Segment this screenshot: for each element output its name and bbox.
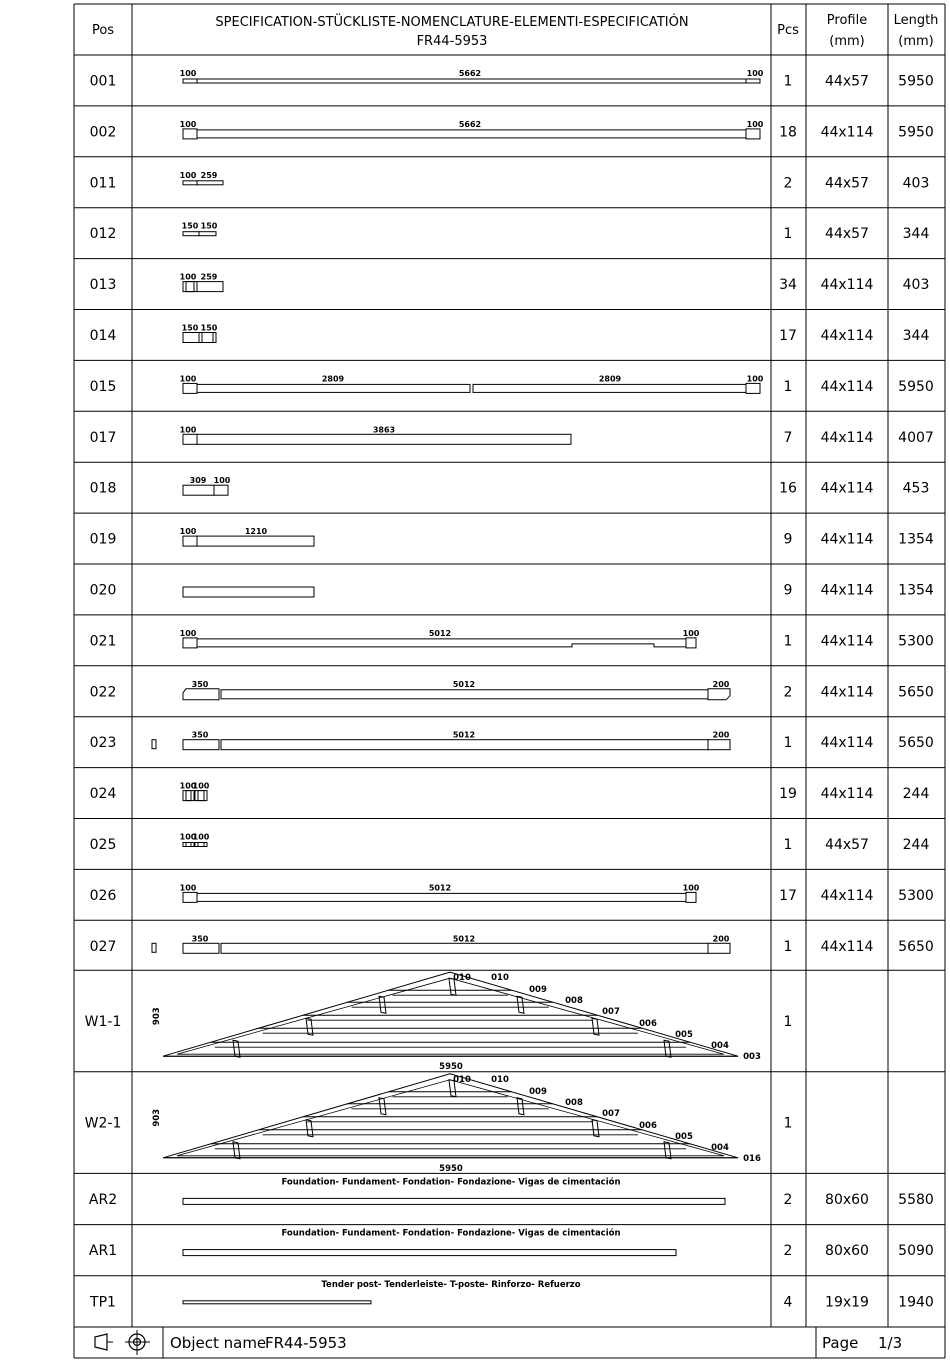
truss-member-label: 009 <box>529 1086 547 1097</box>
table-row <box>74 513 945 547</box>
member-segment <box>183 536 197 546</box>
header-profile-unit: (mm) <box>829 34 865 49</box>
row-profile: 44x57 <box>825 73 869 90</box>
truss-member-label: 006 <box>639 1019 657 1030</box>
member-segment <box>183 892 197 902</box>
table-row <box>74 462 945 496</box>
member-segment <box>214 485 228 495</box>
row-pos: 015 <box>89 378 117 395</box>
member-segment <box>197 130 746 138</box>
dimension-label: 350 <box>191 730 209 740</box>
row-profile: 44x114 <box>820 429 874 446</box>
member-segment <box>202 333 213 343</box>
table-row-wall <box>74 970 945 1072</box>
dimension-label: 200 <box>712 934 730 944</box>
member-segment <box>183 282 197 292</box>
truss-member-label: 009 <box>529 985 547 996</box>
dimension-label: 2809 <box>321 374 345 384</box>
truss-member-label: 005 <box>675 1030 693 1041</box>
row-length: 244 <box>902 836 930 853</box>
crosshair-icon <box>125 1330 150 1355</box>
row-pos: 011 <box>89 175 117 192</box>
dimension-label: 150 <box>181 221 199 231</box>
member-segment <box>686 638 696 648</box>
truss-post <box>664 1142 671 1159</box>
row-pcs: 9 <box>783 531 793 548</box>
member-segment <box>152 740 156 749</box>
dimension-label: 100 <box>179 69 197 78</box>
table-row <box>74 819 945 853</box>
member-segment <box>221 740 708 750</box>
row-length: 5300 <box>898 633 934 650</box>
table-row <box>74 615 945 649</box>
table-row <box>74 411 945 445</box>
member-segment <box>746 129 760 139</box>
dimension-label: 150 <box>200 323 218 333</box>
member-segment <box>197 282 223 292</box>
member-segment <box>197 434 571 444</box>
row-pos: 020 <box>89 582 117 599</box>
truss-height-label: 903 <box>152 1108 162 1127</box>
truss-member-label: 007 <box>602 1108 620 1119</box>
dimension-label: 5012 <box>452 934 476 944</box>
dimension-label: 5662 <box>458 69 482 78</box>
row-pcs: 1 <box>783 378 793 395</box>
truss-member-label: 010 <box>453 973 471 984</box>
truss-post <box>379 1098 386 1115</box>
truss-post <box>306 1018 313 1035</box>
row-pcs: 1 <box>783 1014 793 1030</box>
row-length: 1354 <box>898 531 934 548</box>
table-row <box>74 310 945 344</box>
row-pcs: 1 <box>783 938 793 955</box>
row-profile: 44x114 <box>820 480 874 497</box>
row-caption: Foundation- Fundament- Fondation- Fondazione- Vigas de cimentación <box>281 1177 621 1188</box>
truss-member-label: 003 <box>743 1052 761 1063</box>
dimension-label: 259 <box>200 170 218 180</box>
row-caption: Tender post- Tenderleiste- T-poste- Rinforzo- Refuerzo <box>321 1279 581 1290</box>
dimension-label: 100 <box>179 272 197 282</box>
row-pos: 002 <box>89 124 117 141</box>
truss-post <box>379 996 386 1013</box>
header-object-code: FR44-5953 <box>416 34 488 49</box>
member-segment <box>197 536 314 546</box>
dimension-label: 100 <box>179 628 197 638</box>
row-pcs: 4 <box>783 1294 793 1311</box>
dimension-label: 100 <box>179 781 197 791</box>
truss-width-label: 5950 <box>439 1163 463 1174</box>
row-length: 1354 <box>898 582 934 599</box>
row-pos: 025 <box>89 836 117 853</box>
dimension-label: 200 <box>712 730 730 740</box>
member-segment <box>183 181 197 185</box>
header-profile: Profile <box>826 13 868 28</box>
truss-member-label: 016 <box>743 1153 761 1164</box>
row-pcs: 1 <box>783 73 793 90</box>
member-segment <box>183 434 197 444</box>
dimension-label: 5662 <box>458 119 482 129</box>
row-profile: 19x19 <box>825 1294 869 1311</box>
row-pos: 017 <box>89 429 117 446</box>
row-pcs: 2 <box>783 1192 793 1208</box>
member-segment <box>183 232 199 236</box>
truss-post <box>233 1142 240 1159</box>
truss-drawing <box>152 972 761 1062</box>
truss-height-label: 903 <box>152 1007 162 1026</box>
row-pos: 027 <box>89 938 117 955</box>
truss-member-label: 010 <box>491 973 509 984</box>
dimension-label: 100 <box>746 119 764 129</box>
row-length: 4007 <box>898 429 934 446</box>
member-segment <box>183 333 199 343</box>
member-segment <box>746 383 760 393</box>
dimension-label: 5012 <box>428 628 452 638</box>
dimension-label: 100 <box>192 832 210 842</box>
dimension-label: 100 <box>682 628 700 638</box>
table-row <box>74 1276 945 1311</box>
dimension-label: 3863 <box>372 425 396 435</box>
row-profile: 44x114 <box>820 582 874 599</box>
member-segment <box>746 79 760 83</box>
dimension-label: 5012 <box>452 730 476 740</box>
member-segment <box>183 1301 371 1304</box>
member-segment <box>183 1198 725 1204</box>
header-title: SPECIFICATION-STÜCKLISTE-NOMENCLATURE-ELEMENTI-ESPECIFICATIÓN <box>215 15 689 30</box>
table-row <box>74 666 945 700</box>
dimension-label: 100 <box>746 374 764 384</box>
truss-post <box>592 1120 599 1137</box>
dimension-label: 100 <box>179 832 197 842</box>
dimension-label: 100 <box>746 69 764 78</box>
member-segment <box>221 943 708 953</box>
row-pos: 021 <box>89 633 117 650</box>
row-pcs: 17 <box>779 887 797 904</box>
member-segment <box>197 639 686 647</box>
row-pcs: 1 <box>783 1115 793 1132</box>
member-segment <box>183 1250 676 1256</box>
dimension-label: 100 <box>213 476 231 486</box>
truss-outline <box>163 972 738 1056</box>
object-name-value: FR44-5953 <box>265 1334 347 1352</box>
truss-member-label: 004 <box>711 1041 729 1052</box>
dimension-label: 2809 <box>598 374 622 384</box>
member-segment <box>186 843 191 847</box>
table-row <box>74 259 945 293</box>
row-pos: 013 <box>89 277 117 294</box>
row-length: 5650 <box>898 938 934 955</box>
member-segment <box>195 843 207 847</box>
member-segment <box>708 943 730 953</box>
dimension-label: 200 <box>712 679 730 689</box>
row-length: 5090 <box>898 1243 934 1260</box>
member-segment <box>183 587 314 597</box>
member-segment <box>183 943 219 953</box>
projection-icon <box>95 1334 113 1350</box>
row-profile: 44x114 <box>820 277 874 294</box>
row-pcs: 2 <box>783 1243 793 1260</box>
row-profile: 44x114 <box>820 887 874 904</box>
truss-post <box>592 1018 599 1035</box>
row-pcs: 1 <box>783 735 793 752</box>
row-pos: 022 <box>89 684 117 701</box>
row-pos: 026 <box>89 887 117 904</box>
row-length: 5950 <box>898 378 934 395</box>
truss-post <box>233 1040 240 1057</box>
dimension-label: 100 <box>179 170 197 180</box>
member-segment <box>198 843 204 847</box>
dimension-label: 100 <box>179 374 197 384</box>
row-length: 453 <box>902 480 930 497</box>
table-row <box>74 106 945 140</box>
row-pcs: 2 <box>783 684 793 701</box>
row-pos: AR1 <box>88 1243 118 1260</box>
member-segment <box>183 129 197 139</box>
truss-drawing <box>152 1074 761 1164</box>
truss-member-label: 010 <box>491 1074 509 1085</box>
row-pos: 012 <box>89 226 117 243</box>
member-segment <box>473 384 746 392</box>
title-block <box>95 1330 902 1355</box>
dimension-label: 350 <box>191 679 209 689</box>
member-segment <box>195 791 207 801</box>
truss-member-label: 005 <box>675 1131 693 1142</box>
row-length: 5950 <box>898 73 934 90</box>
row-profile: 44x114 <box>820 327 874 344</box>
dimension-label: 150 <box>181 323 199 333</box>
table-row <box>74 1173 945 1208</box>
member-segment <box>199 232 216 236</box>
member-segment <box>183 689 219 700</box>
member-segment <box>186 791 191 801</box>
row-pcs: 9 <box>783 582 793 599</box>
row-pos: W2-1 <box>84 1115 122 1132</box>
row-pos: TP1 <box>90 1294 116 1311</box>
row-pos: 014 <box>89 327 117 344</box>
dimension-label: 150 <box>200 221 218 231</box>
truss-member-label: 008 <box>565 996 583 1007</box>
row-length: 5650 <box>898 735 934 752</box>
member-segment <box>221 690 708 699</box>
member-segment <box>183 843 194 847</box>
row-pos: 023 <box>89 735 117 752</box>
member-segment <box>183 638 197 648</box>
table-row <box>74 717 945 751</box>
truss-member-label: 007 <box>602 1007 620 1018</box>
truss-post <box>664 1040 671 1057</box>
row-pcs: 2 <box>783 175 793 192</box>
dimension-label: 100 <box>192 781 210 791</box>
member-segment <box>197 893 686 901</box>
row-profile: 44x114 <box>820 735 874 752</box>
truss-member-label: 004 <box>711 1142 729 1153</box>
row-profile: 44x114 <box>820 684 874 701</box>
row-profile: 44x57 <box>825 836 869 853</box>
row-profile: 44x114 <box>820 124 874 141</box>
dimension-label: 100 <box>682 883 700 893</box>
row-caption: Foundation- Fundament- Fondation- Fondazione- Vigas de cimentación <box>281 1228 621 1239</box>
row-pos: 001 <box>89 73 117 90</box>
row-pos: AR2 <box>88 1192 118 1208</box>
member-segment <box>183 740 219 750</box>
row-length: 403 <box>902 175 930 192</box>
truss-post <box>306 1120 313 1137</box>
row-length: 344 <box>902 327 930 344</box>
row-pcs: 19 <box>779 786 797 803</box>
row-pos: 024 <box>89 786 117 803</box>
header-length-unit: (mm) <box>898 34 934 49</box>
row-pcs: 1 <box>783 836 793 853</box>
header-pos: Pos <box>91 23 115 38</box>
table-row <box>74 157 945 191</box>
truss-member-label: 010 <box>453 1074 471 1085</box>
row-length: 1940 <box>898 1294 934 1311</box>
member-segment <box>197 181 223 185</box>
row-length: 244 <box>902 786 930 803</box>
row-profile: 44x114 <box>820 378 874 395</box>
row-pos: 018 <box>89 480 117 497</box>
table-row <box>74 1225 945 1260</box>
table-row <box>74 768 945 802</box>
dimension-label: 100 <box>179 883 197 893</box>
row-length: 5300 <box>898 887 934 904</box>
dimension-label: 100 <box>179 119 197 129</box>
truss-member-label: 006 <box>639 1120 657 1131</box>
dimension-label: 350 <box>191 934 209 944</box>
page-value: 1/3 <box>878 1334 903 1352</box>
row-profile: 80x60 <box>825 1243 869 1260</box>
row-pcs: 1 <box>783 633 793 650</box>
row-pcs: 17 <box>779 327 797 344</box>
row-pcs: 16 <box>779 480 797 497</box>
member-segment <box>183 791 194 801</box>
row-profile: 44x57 <box>825 226 869 243</box>
row-pcs: 18 <box>779 124 797 141</box>
table-row <box>74 208 945 242</box>
object-name-label: Object name <box>170 1334 267 1352</box>
dimension-label: 309 <box>189 476 207 486</box>
table-header <box>92 13 938 49</box>
row-profile: 44x114 <box>820 531 874 548</box>
row-pos: 019 <box>89 531 117 548</box>
row-length: 403 <box>902 277 930 294</box>
member-segment <box>186 282 194 292</box>
table-body <box>74 55 945 1310</box>
row-pcs: 34 <box>779 277 797 294</box>
row-profile: 44x114 <box>820 786 874 803</box>
row-length: 5580 <box>898 1192 934 1208</box>
table-row <box>74 920 945 954</box>
row-pcs: 1 <box>783 226 793 243</box>
row-pos: W1-1 <box>84 1014 122 1030</box>
page-label: Page <box>822 1334 859 1352</box>
row-profile: 44x114 <box>820 938 874 955</box>
table-row <box>74 869 945 903</box>
truss-outline <box>163 1074 738 1158</box>
member-segment <box>708 740 730 750</box>
truss-member-label: 008 <box>565 1097 583 1108</box>
dimension-label: 100 <box>179 527 197 537</box>
member-segment <box>708 689 730 700</box>
table-row <box>74 55 945 89</box>
member-segment <box>686 892 696 902</box>
table-row <box>74 564 945 598</box>
dimension-label: 259 <box>200 272 218 282</box>
row-profile: 44x114 <box>820 633 874 650</box>
dimension-label: 100 <box>179 425 197 435</box>
member-segment <box>152 943 156 952</box>
dimension-label: 5012 <box>452 679 476 689</box>
truss-width-label: 5950 <box>439 1062 463 1073</box>
row-length: 344 <box>902 226 930 243</box>
row-profile: 44x57 <box>825 175 869 192</box>
member-segment <box>183 79 197 83</box>
member-segment <box>183 383 197 393</box>
row-length: 5950 <box>898 124 934 141</box>
table-row-wall <box>74 1072 945 1174</box>
table-row <box>74 360 945 394</box>
row-profile: 80x60 <box>825 1192 869 1208</box>
dimension-label: 5012 <box>428 883 452 893</box>
member-segment <box>183 485 214 495</box>
dimension-label: 1210 <box>244 527 268 537</box>
header-pcs: Pcs <box>777 23 799 38</box>
header-length: Length <box>893 13 939 28</box>
member-segment <box>198 791 204 801</box>
member-segment <box>197 79 746 83</box>
member-segment <box>197 384 470 392</box>
row-length: 5650 <box>898 684 934 701</box>
row-pcs: 7 <box>783 429 793 446</box>
